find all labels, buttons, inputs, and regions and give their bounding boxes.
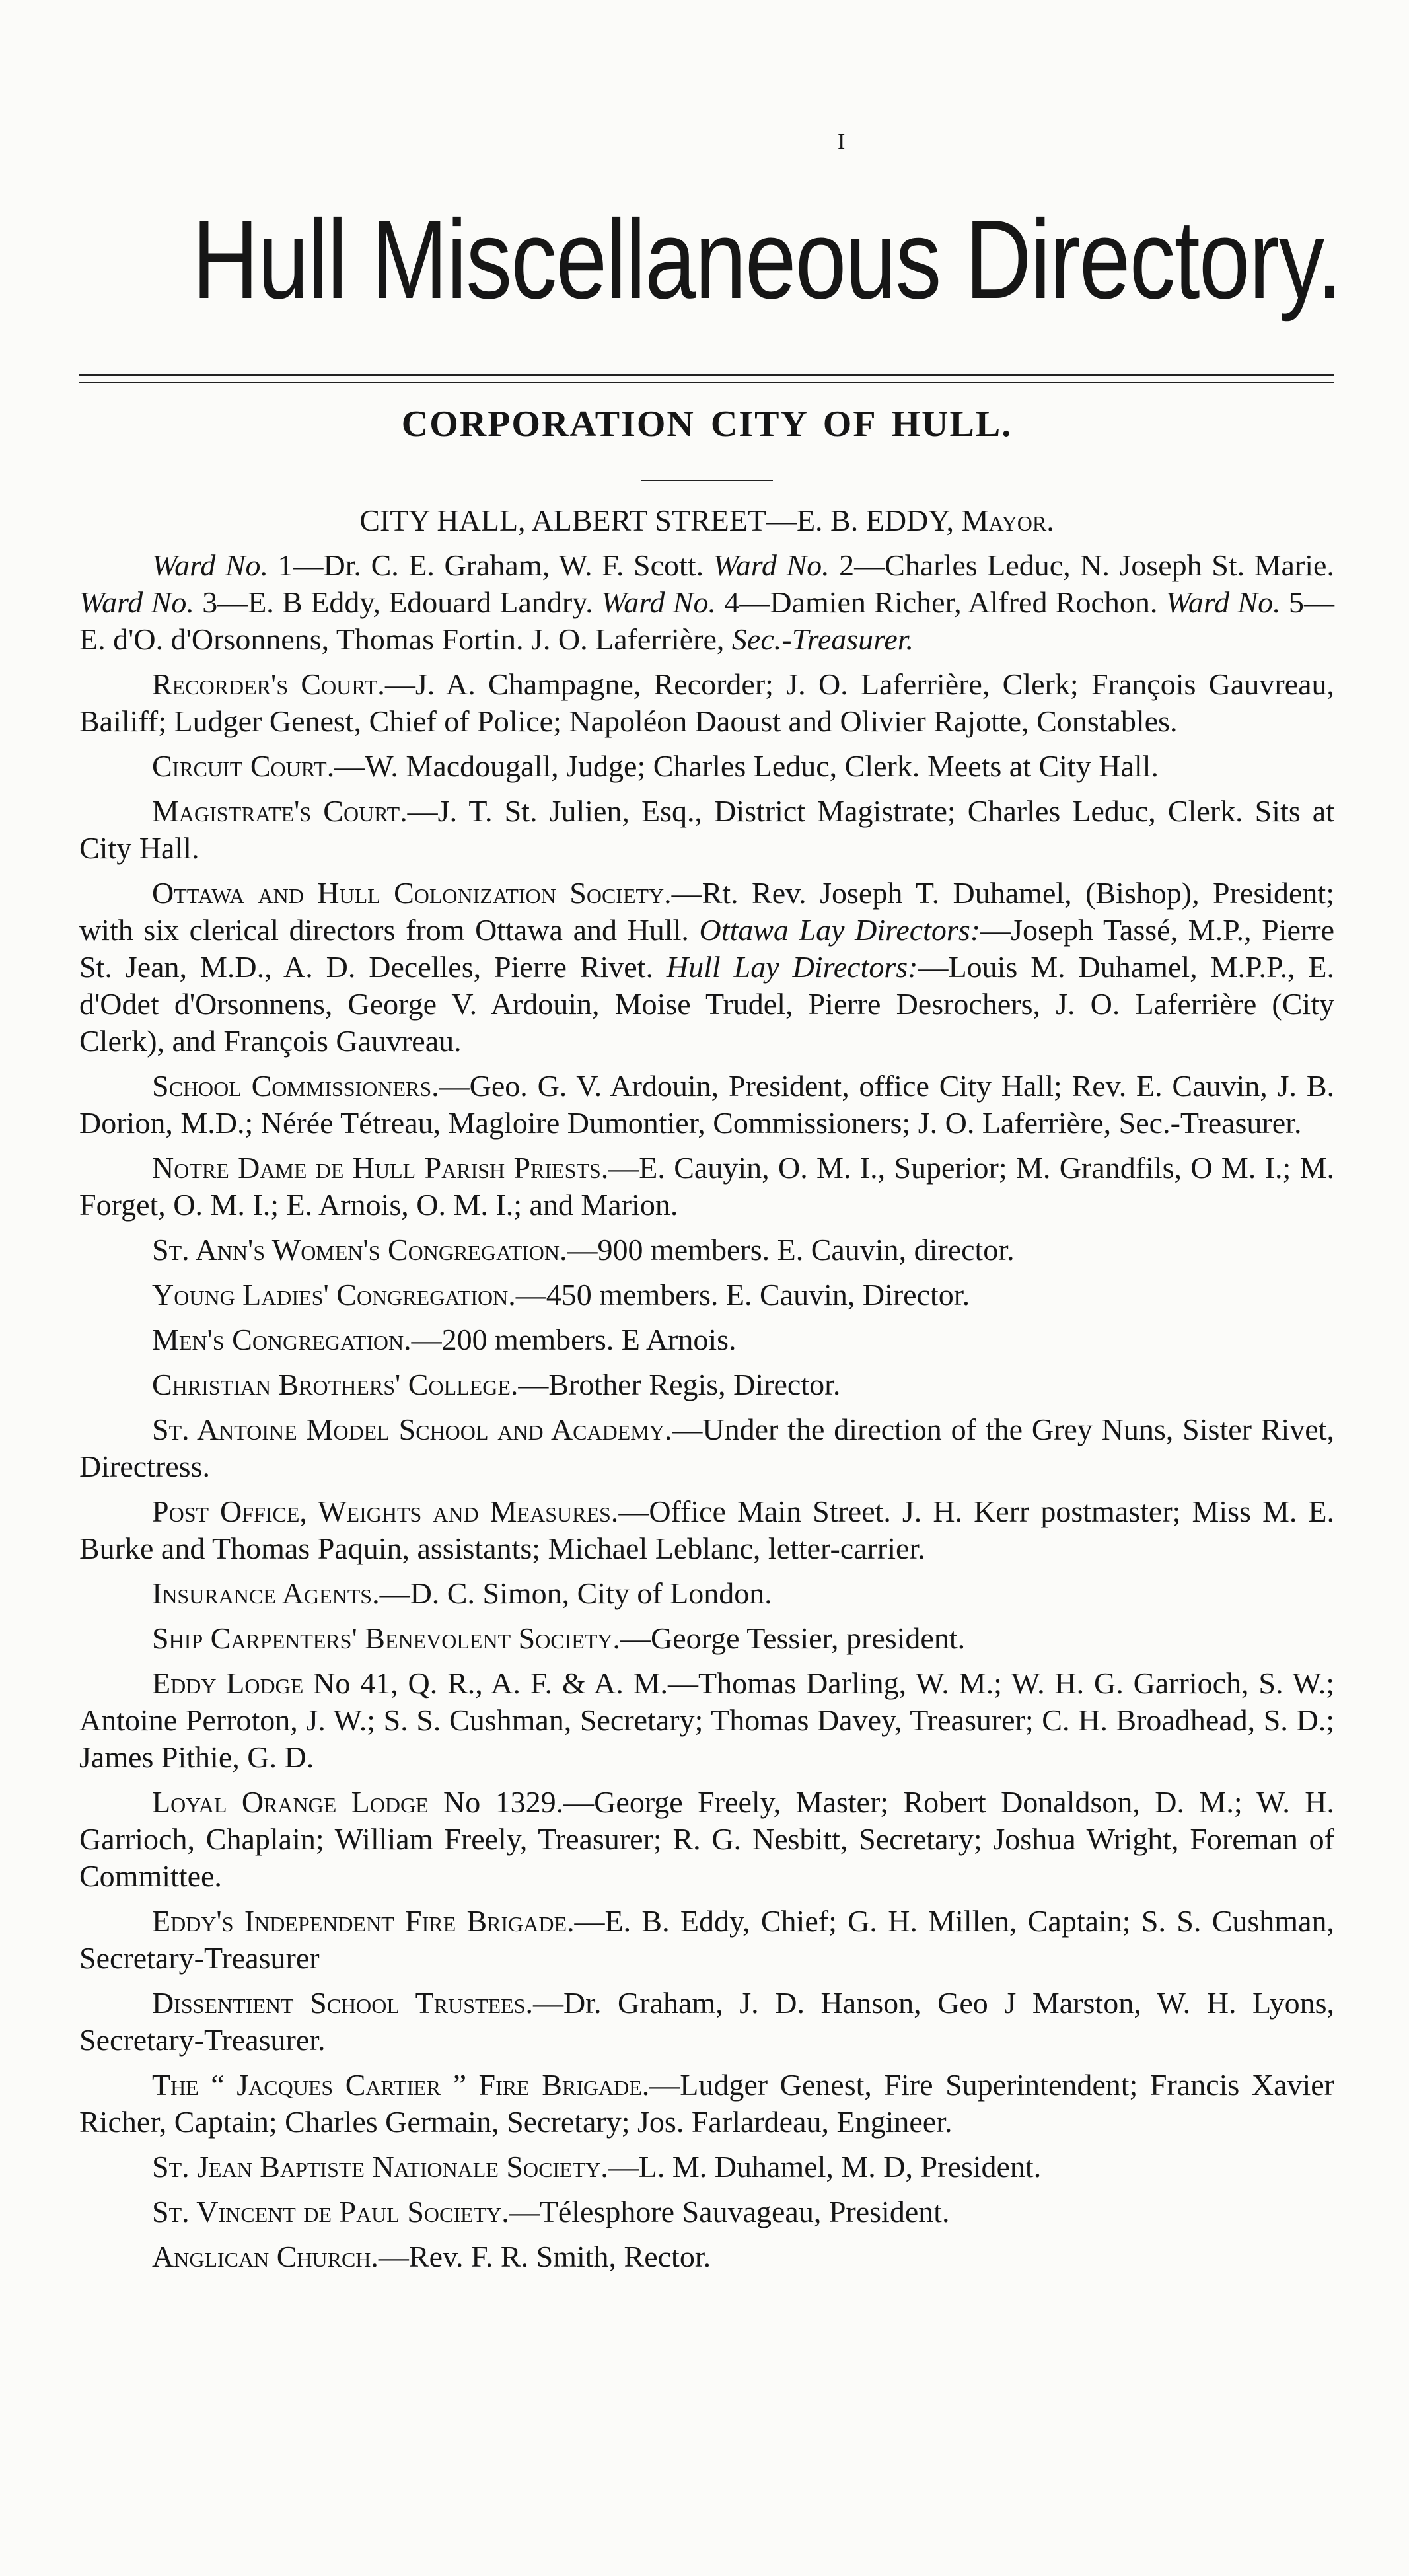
entry-heading: Circuit Court.: [152, 749, 335, 783]
entry-heading: St. Vincent de Paul Society.: [152, 2195, 509, 2228]
entry-heading: The “ Jacques Cartier ” Fire Brigade.: [152, 2068, 650, 2102]
directory-entry: [79, 1411, 1334, 1485]
entry-text: —Dr. Graham, J. D. Hanson, Geo J Marston, W. H. Lyons, Secretary-Treasurer.: [79, 1986, 1334, 2057]
entry-text: 4—Damien Richer, Alfred Rochon.: [715, 585, 1166, 619]
entry-text: —D. C. Simon, City of London.: [379, 1576, 772, 1610]
entry-text: —Joseph Tassé, M.P., Pierre St. Jean, M.D., A. D. Decelles, Pierre Rivet.: [79, 913, 1334, 984]
directory-entry: [79, 1784, 1334, 1895]
entry-heading: Dissentient School Trustees.: [152, 1986, 533, 2020]
entry-heading: Ottawa and Hull Colonization Society.: [152, 876, 672, 910]
entry-heading: Ship Carpenters' Benevolent Society.: [152, 1621, 621, 1655]
directory-entry: [79, 547, 1334, 658]
entry-italic-label: Sec.-Treasurer.: [731, 622, 914, 656]
entry-text: 3—E. B Eddy, Edouard Landry.: [194, 585, 602, 619]
entry-heading: Eddy's Independent Fire Brigade.: [152, 1904, 575, 1938]
directory-entry: [79, 875, 1334, 1060]
entry-text: —Rev. F. R. Smith, Rector.: [378, 2240, 711, 2273]
directory-entry: [79, 1575, 1334, 1612]
directory-entry: [79, 2149, 1334, 2186]
entry-heading: Notre Dame de Hull Parish Priests.: [152, 1151, 609, 1185]
directory-entry: [79, 666, 1334, 740]
entry-italic-label: Ward No.: [713, 548, 830, 582]
entry-italic-label: Ward No.: [152, 548, 269, 582]
entry-italic-label: Ward No.: [601, 585, 716, 619]
directory-entry: [79, 1493, 1334, 1567]
directory-entry: [79, 748, 1334, 785]
entry-italic-label: Ottawa Lay Directors:: [699, 913, 981, 947]
entry-text: —200 members. E Arnois.: [411, 1323, 737, 1356]
entry-italic-label: Ward No.: [1165, 585, 1281, 619]
directory-entry: [79, 502, 1334, 539]
entry-text: 1—Dr. C. E. Graham, W. F. Scott.: [268, 548, 713, 582]
entry-heading: Mayor.: [961, 503, 1054, 537]
entry-heading: Loyal Orange Lodge: [152, 1785, 429, 1819]
entry-heading: St. Antoine Model School and Academy.: [152, 1413, 672, 1446]
directory-entries: [79, 502, 1334, 2283]
entry-text: —Under the direction of the Grey Nuns, Sister Rivet, Directress.: [79, 1413, 1334, 1483]
entry-heading: Eddy Lodge: [152, 1666, 304, 1700]
entry-text: —W. Macdougall, Judge; Charles Leduc, Clerk. Meets at City Hall.: [334, 749, 1159, 783]
entry-text: —Brother Regis, Director.: [518, 1368, 841, 1401]
entry-text: No 1329.—George Freely, Master; Robert Donaldson, D. M.; W. H. Garrioch, Chaplain; William Freely, Treasurer; R. G. Nesbitt, Secretary; Joshua Wright, Foreman of Committee.: [79, 1785, 1334, 1893]
directory-entry: [79, 2067, 1334, 2141]
entry-heading: St. Ann's Women's Congregation.: [152, 1233, 567, 1267]
entry-text: —Office Main Street. J. H. Kerr postmaster; Miss M. E. Burke and Thomas Paquin, assistants; Michael Leblanc, letter-carrier.: [79, 1494, 1334, 1565]
directory-entry: [79, 1232, 1334, 1269]
entry-heading: School Commissioners.: [152, 1069, 439, 1103]
entry-text: —George Tessier, president.: [620, 1621, 966, 1655]
entry-text: —E. B. Eddy, Chief; G. H. Millen, Captain; S. S. Cushman, Secretary-Treasurer: [79, 1904, 1334, 1975]
entry-text: —L. M. Duhamel, M. D, President.: [608, 2150, 1042, 2184]
directory-entry: [79, 1068, 1334, 1142]
entry-heading: St. Jean Baptiste Nationale Society.: [152, 2150, 608, 2184]
directory-entry: [79, 2238, 1334, 2275]
entry-text: No 41, Q. R., A. F. & A. M.—Thomas Darling, W. M.; W. H. G. Garrioch, S. W.; Antoine Perroton, J. W.; S. S. Cushman, Secretary; Thomas Davey, Treasurer; C. H. Broadhead, S. D.; James Pithie, G. D.: [79, 1666, 1334, 1774]
directory-entry: [79, 1321, 1334, 1358]
entry-heading: Insurance Agents.: [152, 1576, 380, 1610]
directory-entry: [79, 2193, 1334, 2230]
entry-heading: Recorder's Court.: [152, 667, 385, 701]
entry-text: —450 members. E. Cauvin, Director.: [515, 1278, 970, 1311]
entry-heading: Magistrate's Court.: [152, 794, 408, 828]
entry-text: —Geo. G. V. Ardouin, President, office City Hall; Rev. E. Cauvin, J. B. Dorion, M.D.; Nérée Tétreau, Magloire Dumontier, Commissioners; J. O. Laferrière, Sec.-Treasurer.: [79, 1069, 1335, 1140]
entry-text: CITY HALL, ALBERT STREET—E. B. EDDY,: [359, 503, 962, 537]
title-rule-thin: [79, 382, 1334, 383]
entry-text: —J. A. Champagne, Recorder; J. O. Laferrière, Clerk; François Gauvreau, Bailiff; Ludger Genest, Chief of Police; Napoléon Daoust and Olivier Rajotte, Constables.: [79, 667, 1334, 738]
entry-heading: Christian Brothers' College.: [152, 1368, 519, 1401]
entry-text: —Rt. Rev. Joseph T. Duhamel, (Bishop), President; with six clerical directors from Ottawa and Hull.: [79, 876, 1334, 947]
entry-italic-label: Ward No.: [79, 585, 194, 619]
directory-entry: [79, 1903, 1334, 1977]
section-divider: [641, 480, 773, 481]
section-heading: CORPORATION CITY OF HULL.: [401, 404, 1013, 445]
entry-heading: Anglican Church.: [152, 2240, 379, 2273]
entry-heading: Men's Congregation.: [152, 1323, 412, 1356]
entry-text: —Ludger Genest, Fire Superintendent; Francis Xavier Richer, Captain; Charles Germain, Secretary; Jos. Farlardeau, Engineer.: [79, 2068, 1334, 2139]
entry-text: —Télesphore Sauvageau, President.: [509, 2195, 950, 2228]
entry-italic-label: Hull Lay Directors:: [666, 950, 918, 984]
page-title: Hull Miscellaneous Directory.: [192, 197, 1342, 322]
entry-text: 5—E. d'O. d'Orsonnens, Thomas Fortin. J. O. Laferrière,: [79, 585, 1334, 656]
directory-entry: [79, 1620, 1334, 1657]
directory-entry: [79, 1985, 1334, 2059]
entry-text: —900 members. E. Cauvin, director.: [567, 1233, 1015, 1267]
directory-entry: [79, 1366, 1334, 1403]
entry-heading: Young Ladies' Congregation.: [152, 1278, 516, 1311]
directory-entry: [79, 1150, 1334, 1224]
entry-text: —J. T. St. Julien, Esq., District Magistrate; Charles Leduc, Clerk. Sits at City Hall.: [79, 794, 1335, 865]
title-rule-thick: [79, 374, 1334, 376]
entry-text: 2—Charles Leduc, N. Joseph St. Marie.: [829, 548, 1334, 582]
entry-text: —E. Cauyin, O. M. I., Superior; M. Grandfils, O M. I.; M. Forget, O. M. I.; E. Arnois, O. M. I.; and Marion.: [79, 1151, 1335, 1222]
directory-entry: [79, 1276, 1334, 1313]
entry-heading: Post Office, Weights and Measures.: [152, 1494, 619, 1528]
directory-entry: [79, 793, 1334, 867]
directory-entry: [79, 1665, 1334, 1776]
page-number: I: [838, 129, 846, 154]
entry-text: —Louis M. Duhamel, M.P.P., E. d'Odet d'Orsonnens, George V. Ardouin, Moise Trudel, Pierre Desrochers, J. O. Laferrière (City Clerk), and François Gauvreau.: [79, 950, 1334, 1058]
